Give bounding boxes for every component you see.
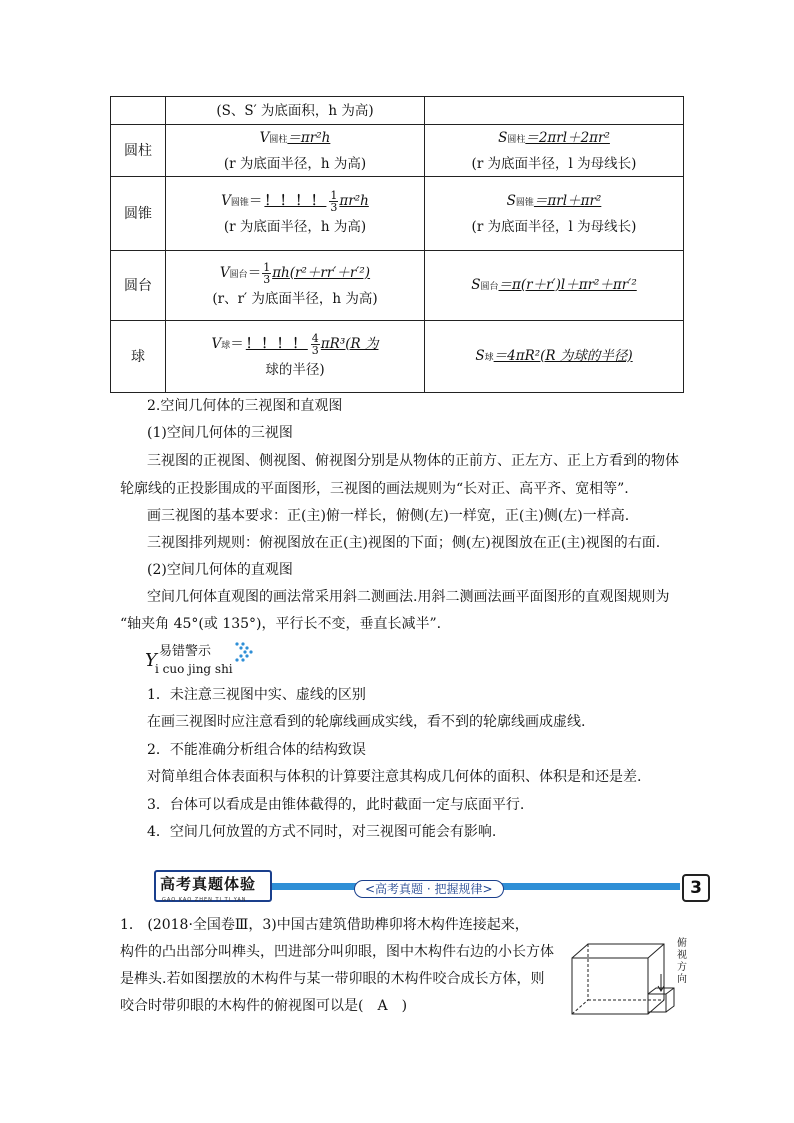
area-cell bbox=[425, 251, 684, 321]
area-subscript: 圆锥 bbox=[515, 197, 534, 208]
question-line: 是榫头.若如图摆放的木构件与某一带卯眼的木构件咬合成长方体，则 bbox=[120, 971, 545, 987]
warning-title: 易错警示 bbox=[159, 644, 212, 659]
area-cell bbox=[425, 177, 684, 251]
fraction-numerator: 1 bbox=[263, 260, 271, 274]
area-cell bbox=[425, 125, 684, 177]
volume-note: (S、S′ 为底面积，h 为高) bbox=[216, 102, 374, 119]
fraction bbox=[311, 333, 320, 356]
area-expression: ＝π(r＋r′)l＋πr²＋πr′² bbox=[498, 276, 637, 293]
area-note: (r 为底面半径，l 为母线长) bbox=[471, 218, 637, 235]
volume-symbol: V bbox=[259, 129, 270, 146]
banner-pinyin: GAO KAO ZHEN TI TI YAN bbox=[162, 897, 247, 903]
fraction bbox=[262, 262, 271, 285]
paragraph: 三视图排列规则：俯视图放在正(主)视图的下面；侧(左)视图放在正(主)视图的右面. bbox=[147, 535, 661, 551]
paragraph: 轮廓线的正投影围成的平面图形，三视图的画法规则为“长对正、高平齐、宽相等”. bbox=[120, 481, 629, 497]
volume-cell bbox=[166, 97, 425, 125]
area-formula bbox=[425, 189, 683, 215]
fraction-denominator: 3 bbox=[311, 343, 319, 357]
fraction-denominator: 3 bbox=[263, 272, 271, 286]
warning-pinyin: i cuo jing shi bbox=[155, 662, 233, 676]
volume-note: 球的半径) bbox=[265, 361, 325, 378]
volume-expression: ＝πr²h bbox=[287, 129, 331, 146]
area-subscript: 球 bbox=[484, 352, 494, 363]
volume-symbol: V bbox=[211, 335, 222, 352]
area-symbol: S bbox=[475, 347, 485, 364]
error-warning-header bbox=[145, 640, 265, 680]
fill-blank: ！！！！ bbox=[245, 335, 308, 352]
volume-cell bbox=[166, 125, 425, 177]
area-formula bbox=[425, 344, 683, 370]
volume-subscript: 圆锥 bbox=[230, 197, 249, 208]
volume-formula bbox=[166, 126, 424, 152]
area-subscript: 圆台 bbox=[480, 281, 499, 292]
area-note: (r 为底面半径，l 为母线长) bbox=[471, 155, 637, 172]
volume-note: (r 为底面半径，h 为高) bbox=[223, 155, 367, 172]
warning-item-title: 1．未注意三视图中实、虚线的区别 bbox=[147, 687, 366, 703]
volume-cell bbox=[166, 321, 425, 393]
chevron-arrows-icon bbox=[233, 640, 255, 666]
area-symbol: S bbox=[506, 192, 516, 209]
volume-subscript: 圆台 bbox=[229, 269, 248, 280]
warning-item-title: 4．空间几何放置的方式不同时，对三视图可能会有影响. bbox=[147, 824, 497, 840]
warning-item-body: 对简单组合体表面积与体积的计算要注意其构成几何体的面积、体积是和还是差. bbox=[147, 769, 642, 785]
paragraph: 画三视图的基本要求：正(主)俯一样长，俯侧(左)一样宽，正(主)侧(左)一样高. bbox=[147, 508, 630, 524]
view-direction-label: 俯视方向 bbox=[677, 938, 687, 985]
volume-note: (r、r′ 为底面半径，h 为高) bbox=[212, 290, 378, 307]
subsection-heading: (2)空间几何体的直观图 bbox=[147, 562, 293, 578]
paragraph: “轴夹角 45°(或 135°)，平行长不变，垂直长减半”. bbox=[120, 616, 442, 632]
shape-name-sphere: 球 bbox=[111, 321, 166, 393]
volume-note: (r 为底面半径，h 为高) bbox=[223, 218, 367, 235]
volume-subscript: 圆柱 bbox=[269, 134, 288, 145]
subsection-heading: (1)空间几何体的三视图 bbox=[147, 425, 293, 441]
fraction-denominator: 3 bbox=[330, 200, 338, 214]
table-row bbox=[111, 177, 684, 251]
formula-table bbox=[110, 96, 684, 393]
volume-cell bbox=[166, 251, 425, 321]
question-line: 1． (2018·全国卷Ⅲ，3)中国古建筑借助榫卯将木构件连接起来， bbox=[120, 917, 529, 933]
area-formula bbox=[425, 273, 683, 299]
cuboid-diagram bbox=[568, 938, 678, 1018]
volume-formula: V球＝ ！！！！ $\frac{4}{3}$ πR³(R 为 bbox=[211, 331, 379, 357]
volume-expression: πr²h bbox=[339, 192, 369, 209]
fraction-numerator: 4 bbox=[311, 331, 319, 345]
volume-formula: V圆台＝ $\frac{1}{3}$ πh(r²＋rr′＋r′²) bbox=[219, 260, 371, 286]
shape-name-cone: 圆锥 bbox=[111, 177, 166, 251]
banner-section-number: 3 bbox=[682, 874, 710, 902]
table-row bbox=[111, 97, 684, 125]
question-block bbox=[120, 912, 560, 1020]
banner-tag: <高考真题 · 把握规律> bbox=[354, 880, 504, 898]
area-expression: ＝2πrl＋2πr² bbox=[525, 129, 610, 146]
table-row bbox=[111, 321, 684, 393]
warning-item-title: 2．不能准确分析组合体的结构致误 bbox=[147, 742, 366, 758]
table-row bbox=[111, 251, 684, 321]
wooden-component-figure bbox=[568, 938, 698, 1018]
fill-blank: ！！！！ bbox=[264, 192, 327, 209]
area-symbol: S bbox=[471, 276, 481, 293]
area-expression: ＝4πR²(R 为球的半径) bbox=[493, 347, 633, 364]
question-line: 构件的凸出部分叫榫头，凹进部分叫卯眼，图中木构件右边的小长方体 bbox=[120, 944, 554, 960]
area-formula bbox=[425, 126, 683, 152]
warning-letter: Y bbox=[145, 650, 157, 671]
volume-cell bbox=[166, 177, 425, 251]
question-line: 咬合时带卯眼的木构件的俯视图可以是( A ) bbox=[120, 998, 408, 1014]
banner-title: 高考真题体验 bbox=[160, 875, 257, 893]
area-subscript: 圆柱 bbox=[507, 134, 526, 145]
paragraph: 空间几何体直观图的画法常采用斜二测画法.用斜二测画法画平面图形的直观图规则为 bbox=[147, 589, 670, 605]
shape-name-cylinder: 圆柱 bbox=[111, 125, 166, 177]
section-heading: 2.空间几何体的三视图和直观图 bbox=[147, 398, 343, 414]
volume-expression: πR³(R 为 bbox=[320, 335, 379, 352]
warning-item-body: 在画三视图时应注意看到的轮廓线画成实线，看不到的轮廓线画成虚线. bbox=[147, 714, 586, 730]
table-row bbox=[111, 125, 684, 177]
volume-symbol: V bbox=[221, 192, 231, 209]
area-cell bbox=[425, 97, 684, 125]
volume-expression: πh(r²＋rr′＋r′²) bbox=[272, 264, 371, 281]
fraction-numerator: 1 bbox=[330, 188, 338, 202]
section-banner bbox=[148, 870, 710, 906]
fraction bbox=[329, 190, 338, 213]
area-symbol: S bbox=[498, 129, 508, 146]
volume-subscript: 球 bbox=[221, 340, 231, 351]
volume-symbol: V bbox=[219, 264, 230, 281]
shape-name-cell bbox=[111, 97, 166, 125]
area-expression: ＝πrl＋πr² bbox=[533, 192, 602, 209]
paragraph: 三视图的正视图、侧视图、俯视图分别是从物体的正前方、正左方、正上方看到的物体 bbox=[147, 453, 679, 469]
area-cell bbox=[425, 321, 684, 393]
warning-item-title: 3．台体可以看成是由锥体截得的，此时截面一定与底面平行. bbox=[147, 797, 525, 813]
volume-formula: V圆锥＝ ！！！！ $\frac{1}{3}$ πr²h bbox=[221, 188, 369, 214]
shape-name-frustum: 圆台 bbox=[111, 251, 166, 321]
